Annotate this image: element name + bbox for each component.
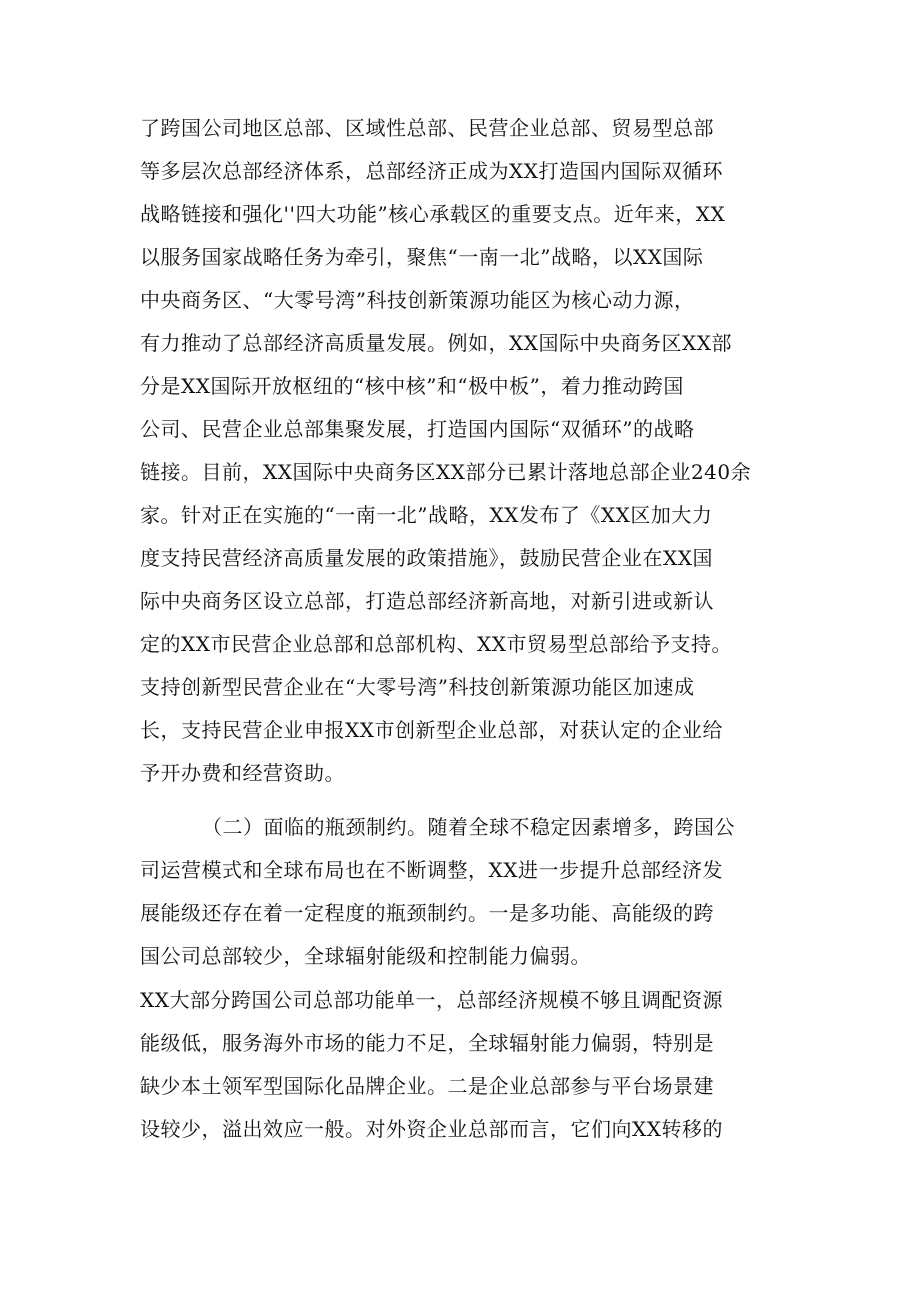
paragraph-detail	[140, 979, 785, 1151]
text-line: 分是XX国际开放枢纽的“核中核”和“极中板”，着力推动跨国	[140, 374, 684, 398]
text-line: 等多层次总部经济体系，总部经济正成为XX打造国内国际双循环	[140, 159, 723, 183]
paragraph-continuation	[140, 107, 785, 795]
text-line: 公司、民营企业总部集聚发展，打造国内国际“双循环”的战略	[140, 417, 695, 441]
text-line: 以服务国家战略任务为牵引，聚焦“一南一北”战略，以XX国际	[140, 245, 704, 269]
text-line: XX大部分跨国公司总部功能单一，总部经济规模不够且调配资源	[140, 988, 723, 1012]
text-line: 链接。目前，XX国际中央商务区XX部分已累计落地总部企业240余	[140, 460, 752, 484]
text-line: 国公司总部较少，全球辐射能级和控制能力偏弱。	[140, 944, 591, 968]
text-line: 中央商务区、“大零号湾”科技创新策源功能区为核心动力源，	[140, 288, 695, 312]
text-line: 支持创新型民营企业在“大零号湾”科技创新策源功能区加速成	[140, 675, 695, 699]
text-line: 缺少本土领军型国际化品牌企业。二是企业总部参与平台场景建	[140, 1074, 714, 1098]
text-line: 家。针对正在实施的“一南一北”战略，XX发布了《XX区加大力	[140, 503, 713, 527]
text-line: 际中央商务区设立总部，打造总部经济新高地，对新引进或新认	[140, 589, 714, 613]
text-line: 司运营模式和全球布局也在不断调整，XX进一步提升总部经济发	[140, 858, 723, 882]
text-line: 设较少，溢出效应一般。对外资企业总部而言，它们向XX转移的	[140, 1117, 723, 1141]
text-line: 了跨国公司地区总部、区域性总部、民营企业总部、贸易型总部	[140, 116, 714, 140]
text-line: 战略链接和强化''四大功能”核心承载区的重要支点。近年来，XX	[140, 202, 726, 226]
section-heading-line: （二）面临的瓶颈制约。随着全球不稳定因素增多，跨国公	[202, 815, 735, 839]
text-line: 长，支持民营企业申报XX市创新型企业总部，对获认定的企业给	[140, 718, 723, 742]
section-paragraph-bottleneck	[140, 806, 785, 978]
text-line: 展能级还存在着一定程度的瓶颈制约。一是多功能、高能级的跨	[140, 901, 714, 925]
text-line: 予开办费和经营资助。	[140, 761, 345, 785]
text-line: 有力推动了总部经济高质量发展。例如，XX国际中央商务区XX部	[140, 331, 732, 355]
text-line: 度支持民营经济高质量发展的政策措施》，鼓励民营企业在XX国	[140, 546, 713, 570]
text-line: 能级低，服务海外市场的能力不足，全球辐射能力偏弱，特别是	[140, 1031, 714, 1055]
text-line: 定的XX市民营企业总部和总部机构、XX市贸易型总部给予支持。	[140, 632, 732, 656]
